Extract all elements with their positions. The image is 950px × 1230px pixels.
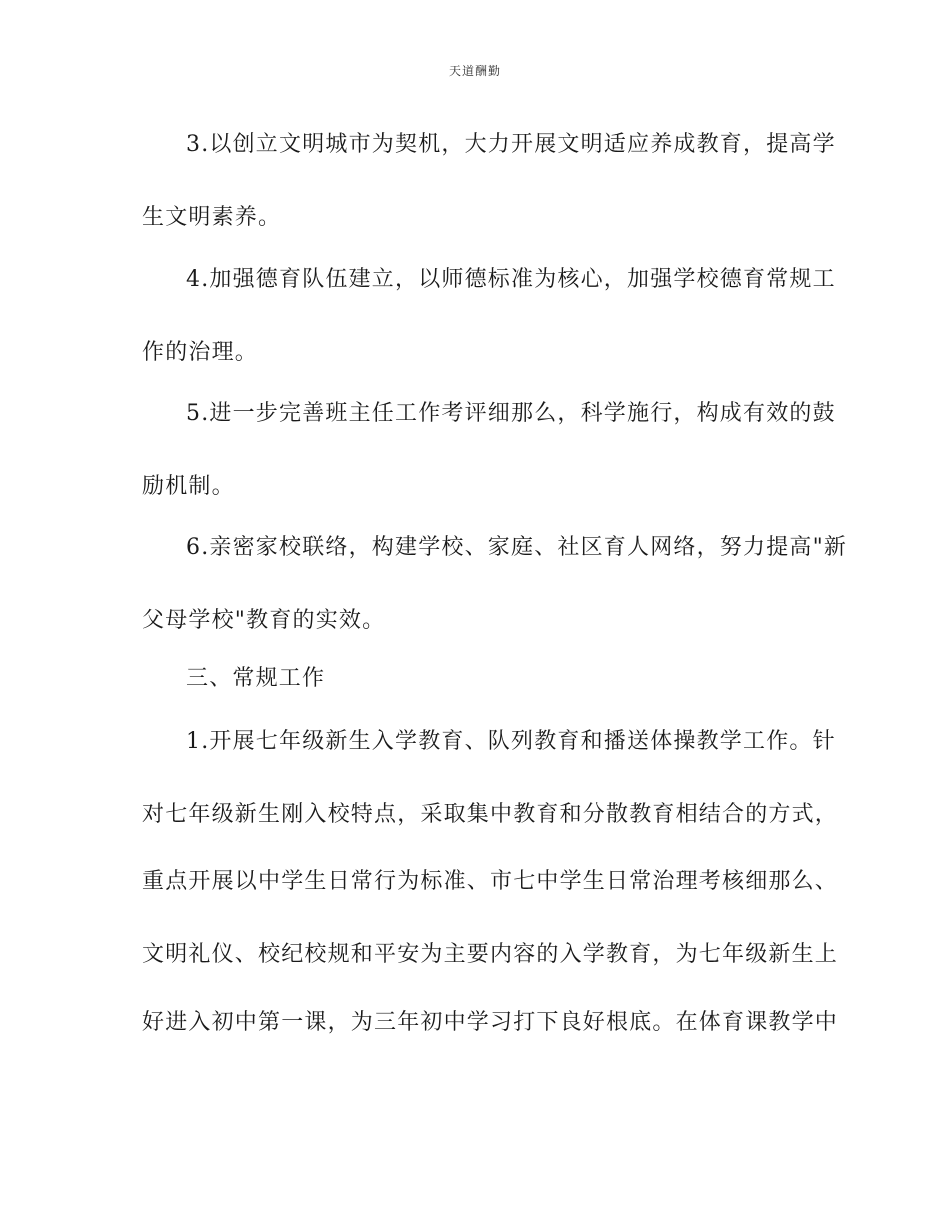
paragraph-line: 父母学校"教育的实效。: [142, 608, 386, 633]
paragraph-line: 4.加强德育队伍建立，以师德标准为核心，加强学校德育常规工: [186, 267, 836, 292]
paragraph-line: 1.开展七年级新生入学教育、队列教育和播送体操教学工作。针: [186, 729, 836, 754]
paragraph-line: 励机制。: [142, 474, 235, 499]
paragraph-line: 3.以创立文明城市为契机，大力开展文明适应养成教育，提高学: [186, 132, 836, 157]
section-heading: 三、常规工作: [186, 666, 326, 691]
paragraph-line: 对七年级新生刚入校特点，采取集中教育和分散教育相结合的方式，: [142, 802, 839, 827]
paragraph-line: 文明礼仪、校纪校规和平安为主要内容的入学教育，为七年级新生上: [142, 942, 839, 967]
paragraph-line: 生文明素养。: [142, 205, 282, 230]
paragraph-line: 5.进一步完善班主任工作考评细那么，科学施行，构成有效的鼓: [186, 401, 836, 426]
paragraph-line: 6.亲密家校联络，构建学校、家庭、社区育人网络，努力提高"新: [186, 535, 848, 560]
paragraph-line: 作的治理。: [142, 340, 259, 365]
paragraph-line: 好进入初中第一课，为三年初中学习打下良好根底。在体育课教学中: [142, 1010, 839, 1035]
page-header: 天道酬勤: [448, 64, 501, 78]
paragraph-line: 重点开展以中学生日常行为标准、市七中学生日常治理考核细那么、: [142, 869, 839, 894]
